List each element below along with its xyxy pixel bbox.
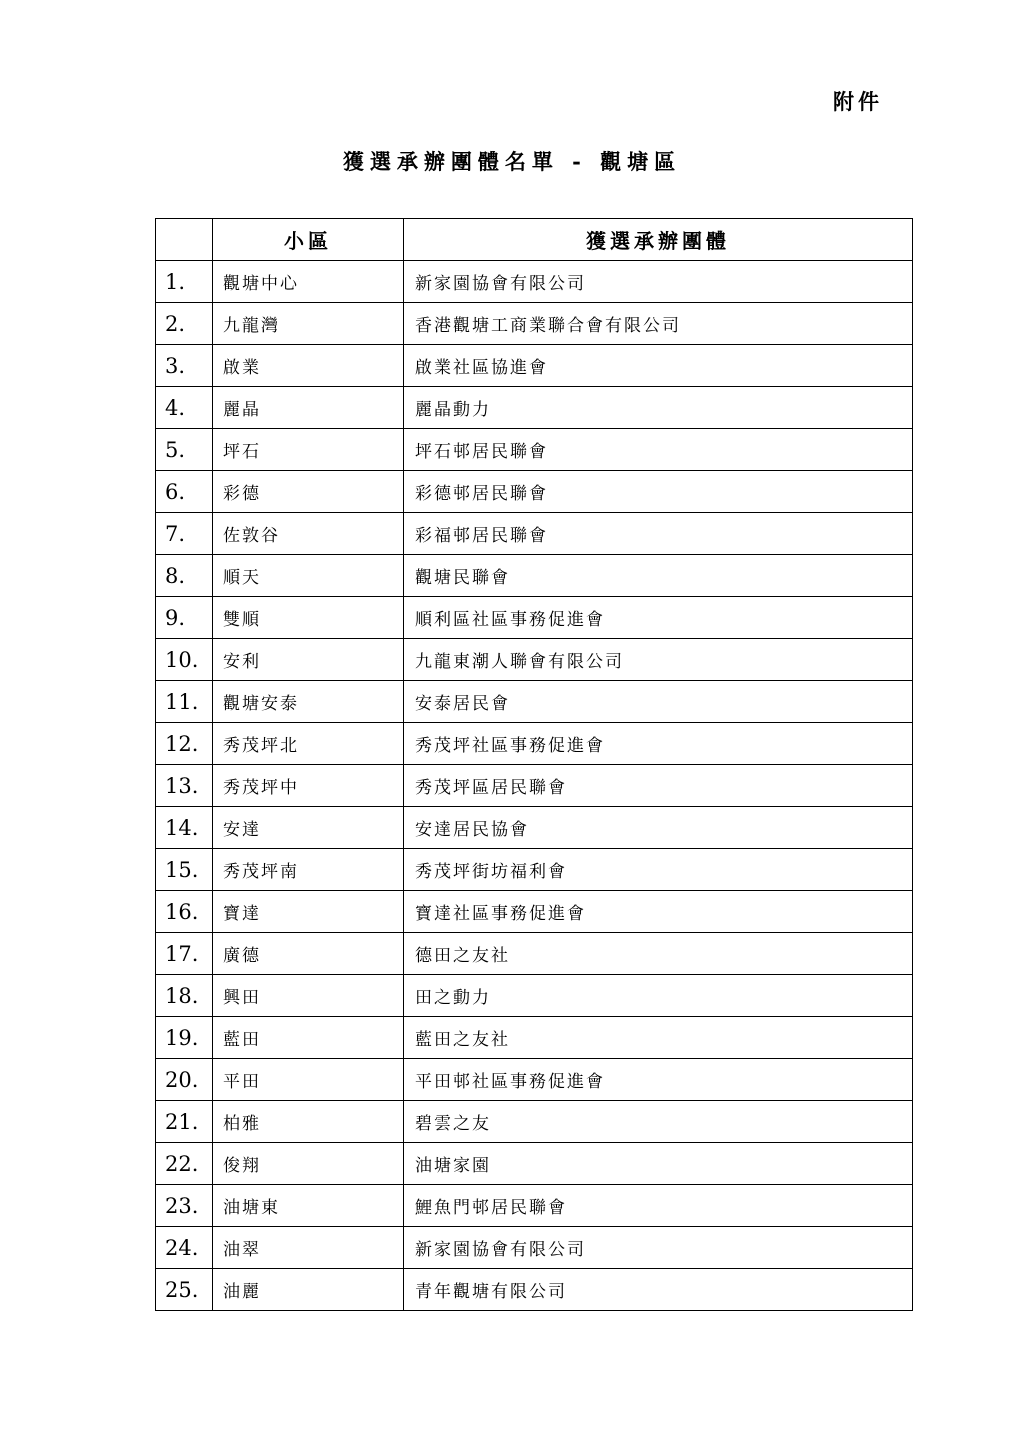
row-number: 15.	[156, 849, 213, 891]
header-number	[156, 219, 213, 261]
row-organization: 觀塘民聯會	[404, 555, 913, 597]
row-area: 佐敦谷	[213, 513, 404, 555]
row-number: 2.	[156, 303, 213, 345]
row-organization: 順利區社區事務促進會	[404, 597, 913, 639]
row-area: 秀茂坪中	[213, 765, 404, 807]
row-area: 雙順	[213, 597, 404, 639]
table-row	[156, 849, 913, 891]
table-row	[156, 723, 913, 765]
table-row	[156, 555, 913, 597]
row-area: 安達	[213, 807, 404, 849]
row-area: 順天	[213, 555, 404, 597]
row-number: 21.	[156, 1101, 213, 1143]
row-area: 平田	[213, 1059, 404, 1101]
table-row	[156, 639, 913, 681]
page-title: 獲選承辦團體名單 - 觀塘區	[342, 149, 682, 174]
table-row	[156, 975, 913, 1017]
organizations-table	[155, 218, 913, 1311]
row-organization: 寶達社區事務促進會	[404, 891, 913, 933]
table-row	[156, 891, 913, 933]
row-area: 觀塘中心	[213, 261, 404, 303]
row-area: 安利	[213, 639, 404, 681]
table-row	[156, 1269, 913, 1311]
table-row	[156, 1101, 913, 1143]
row-area: 俊翔	[213, 1143, 404, 1185]
row-organization: 德田之友社	[404, 933, 913, 975]
row-organization: 青年觀塘有限公司	[404, 1269, 913, 1311]
row-organization: 田之動力	[404, 975, 913, 1017]
row-area: 彩德	[213, 471, 404, 513]
row-area: 柏雅	[213, 1101, 404, 1143]
row-organization: 秀茂坪社區事務促進會	[404, 723, 913, 765]
row-number: 24.	[156, 1227, 213, 1269]
row-number: 14.	[156, 807, 213, 849]
table-header-row	[156, 219, 913, 261]
header-area: 小區	[213, 219, 404, 261]
row-number: 16.	[156, 891, 213, 933]
row-area: 麗晶	[213, 387, 404, 429]
table-row	[156, 303, 913, 345]
annex-label: 附件	[833, 89, 883, 114]
table-row	[156, 513, 913, 555]
row-organization: 碧雲之友	[404, 1101, 913, 1143]
table-row	[156, 387, 913, 429]
row-organization: 秀茂坪街坊福利會	[404, 849, 913, 891]
row-area: 坪石	[213, 429, 404, 471]
row-area: 觀塘安泰	[213, 681, 404, 723]
row-area: 油麗	[213, 1269, 404, 1311]
row-organization: 彩福邨居民聯會	[404, 513, 913, 555]
row-area: 九龍灣	[213, 303, 404, 345]
row-area: 興田	[213, 975, 404, 1017]
table-row	[156, 1143, 913, 1185]
row-organization: 新家園協會有限公司	[404, 1227, 913, 1269]
row-number: 18.	[156, 975, 213, 1017]
row-area: 油翠	[213, 1227, 404, 1269]
table-row	[156, 933, 913, 975]
row-number: 25.	[156, 1269, 213, 1311]
table-row	[156, 261, 913, 303]
row-organization: 油塘家園	[404, 1143, 913, 1185]
row-number: 17.	[156, 933, 213, 975]
row-number: 12.	[156, 723, 213, 765]
row-area: 藍田	[213, 1017, 404, 1059]
table-row	[156, 429, 913, 471]
row-number: 8.	[156, 555, 213, 597]
table-row	[156, 681, 913, 723]
row-organization: 九龍東潮人聯會有限公司	[404, 639, 913, 681]
row-organization: 平田邨社區事務促進會	[404, 1059, 913, 1101]
row-area: 廣德	[213, 933, 404, 975]
row-number: 5.	[156, 429, 213, 471]
row-area: 油塘東	[213, 1185, 404, 1227]
row-number: 13.	[156, 765, 213, 807]
row-organization: 安達居民協會	[404, 807, 913, 849]
table-row	[156, 1227, 913, 1269]
row-organization: 香港觀塘工商業聯合會有限公司	[404, 303, 913, 345]
row-number: 3.	[156, 345, 213, 387]
row-number: 23.	[156, 1185, 213, 1227]
row-organization: 彩德邨居民聯會	[404, 471, 913, 513]
row-organization: 新家園協會有限公司	[404, 261, 913, 303]
row-number: 9.	[156, 597, 213, 639]
table-row	[156, 345, 913, 387]
row-area: 寶達	[213, 891, 404, 933]
header-organization: 獲選承辦團體	[404, 219, 913, 261]
table-row	[156, 807, 913, 849]
row-organization: 秀茂坪區居民聯會	[404, 765, 913, 807]
row-organization: 鯉魚門邨居民聯會	[404, 1185, 913, 1227]
row-number: 6.	[156, 471, 213, 513]
row-number: 4.	[156, 387, 213, 429]
row-organization: 安泰居民會	[404, 681, 913, 723]
row-organization: 啟業社區協進會	[404, 345, 913, 387]
table-row	[156, 597, 913, 639]
table-row	[156, 1185, 913, 1227]
row-organization: 藍田之友社	[404, 1017, 913, 1059]
row-number: 11.	[156, 681, 213, 723]
row-number: 1.	[156, 261, 213, 303]
row-area: 秀茂坪南	[213, 849, 404, 891]
row-organization: 麗晶動力	[404, 387, 913, 429]
table-row	[156, 765, 913, 807]
table-row	[156, 1017, 913, 1059]
row-organization: 坪石邨居民聯會	[404, 429, 913, 471]
row-number: 20.	[156, 1059, 213, 1101]
row-number: 7.	[156, 513, 213, 555]
row-number: 22.	[156, 1143, 213, 1185]
table-row	[156, 471, 913, 513]
row-number: 19.	[156, 1017, 213, 1059]
row-number: 10.	[156, 639, 213, 681]
row-area: 啟業	[213, 345, 404, 387]
row-area: 秀茂坪北	[213, 723, 404, 765]
table-row	[156, 1059, 913, 1101]
